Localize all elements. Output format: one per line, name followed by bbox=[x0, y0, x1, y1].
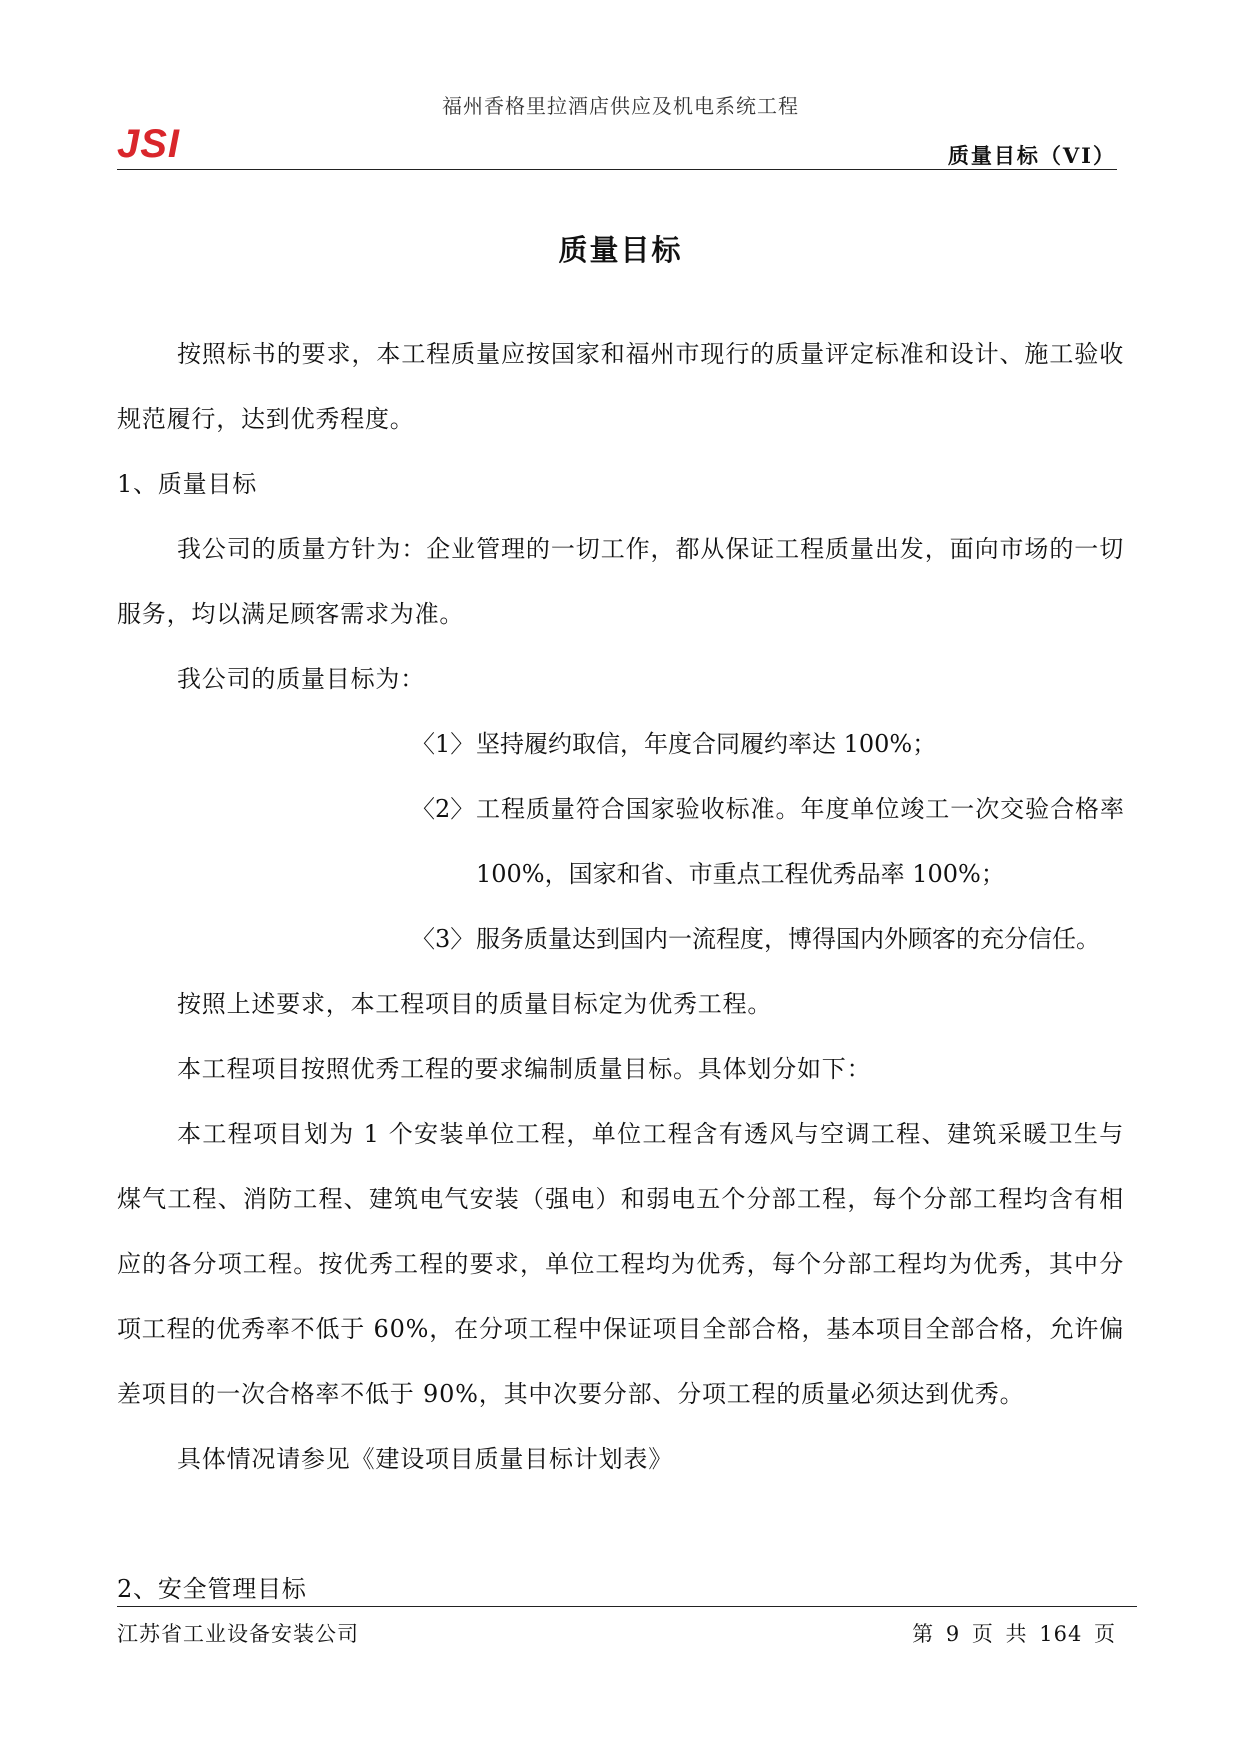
list-item-text: 工程质量符合国家验收标准。年度单位竣工一次交验合格率 100%，国家和省、市重点工程优秀品率 100%； bbox=[476, 795, 1124, 888]
intro-paragraph: 按照标书的要求，本工程质量应按国家和福州市现行的质量评定标准和设计、施工验收规范履行，达到优秀程度。 bbox=[117, 340, 1124, 433]
section-2-heading: 2、安全管理目标 bbox=[117, 1575, 307, 1603]
list-item bbox=[117, 712, 1124, 777]
section-1-heading: 1、质量目标 bbox=[117, 470, 258, 498]
header-project-title: 福州香格里拉酒店供应及机电系统工程 bbox=[442, 94, 799, 118]
quality-policy-paragraph: 我公司的质量方针为：企业管理的一切工作，都从保证工程质量出发，面向市场的一切服务，均以满足顾客需求为准。 bbox=[117, 535, 1124, 628]
header-section-label: 质量目标（VI） bbox=[947, 143, 1116, 168]
list-item bbox=[117, 777, 1124, 907]
list-item-text: 坚持履约取信，年度合同履约率达 100%； bbox=[476, 730, 937, 758]
reference-paragraph: 具体情况请参见《建设项目质量目标计划表》 bbox=[177, 1445, 673, 1473]
quality-goal-lead: 我公司的质量目标为： bbox=[177, 665, 425, 693]
document-body bbox=[117, 322, 1124, 1622]
division-intro-paragraph: 本工程项目按照优秀工程的要求编制质量目标。具体划分如下： bbox=[177, 1055, 872, 1083]
footer-divider bbox=[117, 1606, 1137, 1607]
list-item-text: 服务质量达到国内一流程度，博得国内外顾客的充分信任。 bbox=[476, 925, 1100, 953]
list-item bbox=[117, 907, 1124, 972]
company-logo: JSI bbox=[117, 122, 181, 166]
section-spacer bbox=[117, 1492, 1124, 1557]
list-item-number: 〈3〉 bbox=[411, 925, 475, 953]
target-paragraph: 按照上述要求，本工程项目的质量目标定为优秀工程。 bbox=[177, 990, 773, 1018]
quality-goal-list bbox=[117, 712, 1124, 972]
page-title: 质量目标 bbox=[558, 233, 683, 267]
footer-page-number: 第 9 页 共 164 页 bbox=[912, 1622, 1116, 1646]
list-item-number: 〈1〉 bbox=[411, 730, 475, 758]
header-divider bbox=[117, 169, 1117, 170]
list-item-number: 〈2〉 bbox=[411, 795, 475, 823]
division-detail-paragraph: 本工程项目划为 1 个安装单位工程，单位工程含有透风与空调工程、建筑采暖卫生与煤气工程、消防工程、建筑电气安装（强电）和弱电五个分部工程，每个分部工程均含有相应的各分项工程。按优秀工程的要求，单位工程均为优秀，每个分部工程均为优秀，其中分项工程的优秀率不低于 60%，在分项工程中保证项目全部合格，基本项目全部合格，允许偏差项目的一次合格率不低于 90%，其中次要分部、分项工程的质量必须达到优秀。 bbox=[117, 1120, 1124, 1408]
footer-company: 江苏省工业设备安装公司 bbox=[117, 1622, 359, 1646]
